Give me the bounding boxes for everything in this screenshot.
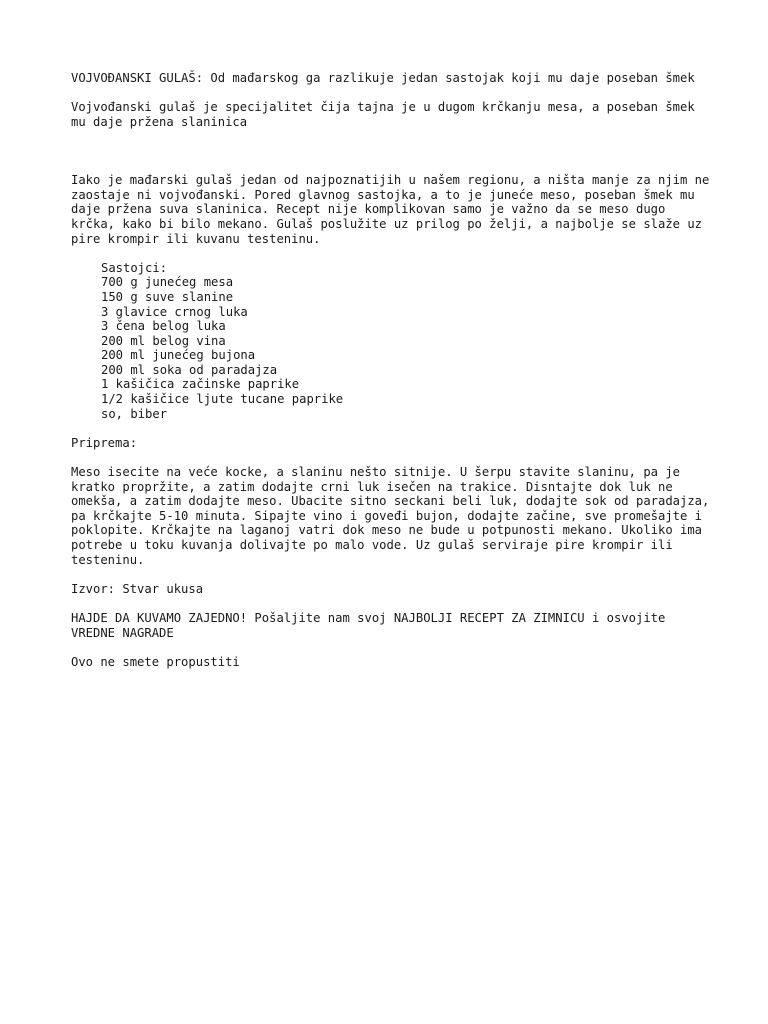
spacer: [71, 246, 711, 261]
source-line: Izvor: Stvar ukusa: [71, 581, 204, 596]
ingredient-item: 3 glavice crnog luka: [101, 304, 248, 319]
document-page: [71, 71, 717, 669]
footer-line: Ovo ne smete propustiti: [71, 654, 240, 669]
ingredient-item: 200 ml soka od paradajza: [101, 362, 278, 377]
ingredient-item: 200 ml belog vina: [101, 333, 226, 348]
lead-paragraph: Vojvođanski gulaš je specijalitet čija tajna je u dugom krčkanju mesa, a poseban šmek mu daje pržena slaninica: [71, 100, 703, 129]
ingredient-item: 200 ml junećeg bujona: [101, 348, 256, 363]
spacer: [71, 596, 711, 611]
spacer: [71, 421, 711, 436]
spacer: [71, 129, 711, 173]
preparation-heading: Priprema:: [71, 435, 138, 450]
ingredients-heading: Sastojci:: [101, 260, 168, 275]
intro-paragraph: Iako je mađarski gulaš jedan od najpoznatijih u našem regionu, a ništa manje za njim ne zaostaje ni vojvođanski. Pored glavnog sastojka, a to je juneće meso, poseban šmek mu daje pržena suva slaninica. Recept nije komplikovan samo je važno da se meso dugo krčka, kako bi bilo mekano. Gulaš poslužite uz prilog po želji, a najbolje se slaže uz pire krompir ili kuvanu testeninu.: [71, 173, 717, 246]
ingredient-item: so, biber: [101, 406, 168, 421]
ingredient-item: 1/2 kašičice ljute tucane paprike: [101, 392, 344, 407]
ingredients-block: [71, 261, 711, 422]
ingredient-item: 150 g suve slanine: [101, 289, 234, 304]
preparation-paragraph: Meso isecite na veće kocke, a slaninu nešto sitnije. U šerpu stavite slaninu, pa je kratko propržite, a zatim dodajte crni luk isečen na trakice. Disntajte dok luk ne omekša, a zatim dodajte meso. Ubacite sitno seckani beli luk, dodajte sok od paradajza, pa krčkajte 5-10 minuta. Sipajte vino i goveđi bujon, dodajte začine, sve promešajte i poklopite. Krčkajte na laganoj vatri dok meso ne bude u potpunosti mekano. Ukoliko ima potrebe u toku kuvanja dolivajte po malo vode. Uz gulaš serviraje pire krompir ili testeninu.: [71, 465, 717, 567]
promo-paragraph: HAJDE DA KUVAMO ZAJEDNO! Pošaljite nam svoj NAJBOLJI RECEPT ZA ZIMNICU i osvojite VREDNE NAGRADE: [71, 610, 673, 640]
spacer: [71, 640, 711, 655]
ingredient-item: 3 čena belog luka: [101, 319, 226, 334]
spacer: [71, 567, 711, 582]
ingredient-item: 1 kašičica začinske paprike: [101, 377, 300, 392]
spacer: [71, 86, 711, 101]
ingredient-item: 700 g junećeg mesa: [101, 275, 234, 290]
spacer: [71, 450, 711, 465]
document-title: VOJVOĐANSKI GULAŠ: Od mađarskog ga razlikuje jedan sastojak koji mu daje poseban šmek: [71, 71, 695, 85]
